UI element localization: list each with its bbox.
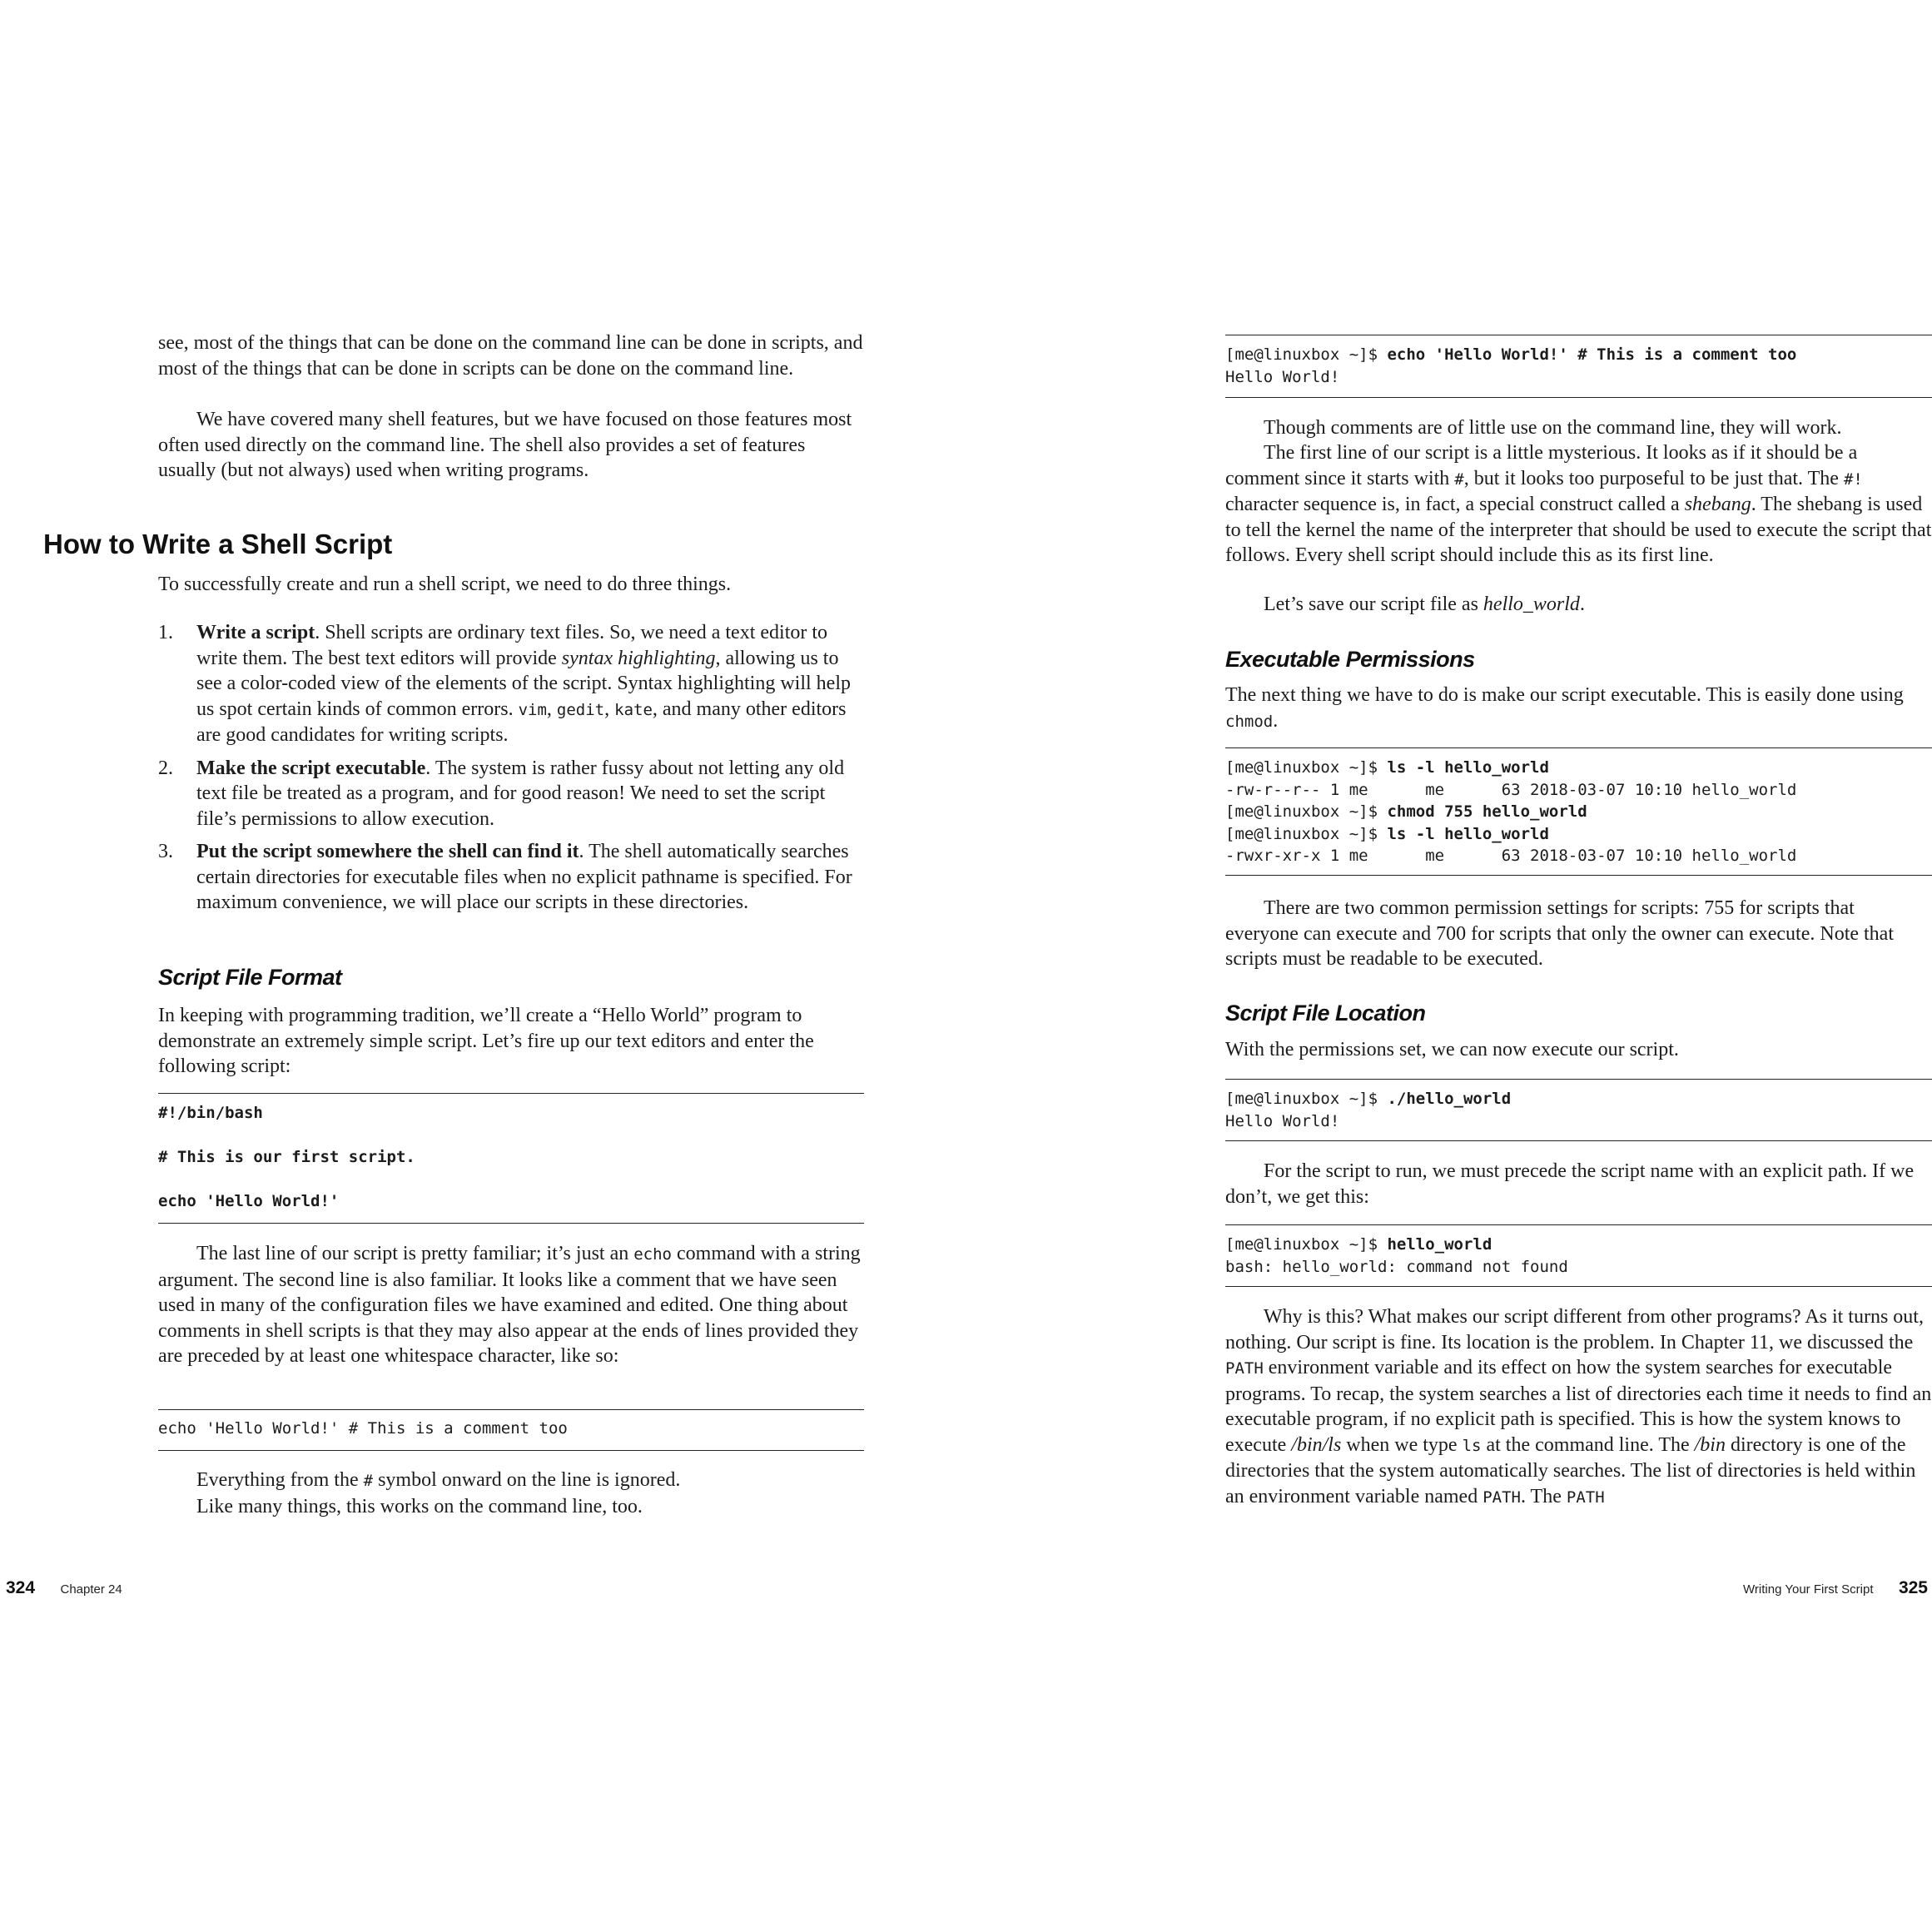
why-paragraph: Why is this? What makes our script different from other programs? As it turns out, nothing. Our script is fine. Its location is the problem. In Chapter 11, we discussed the PATH environment variable and its effect on how the system searches for executable programs. To recap, the system searches a list of directories each time it needs to find an executable program, if no explicit path is specified. This is how the system knows to execute /bin/ls when we type ls at the command line. The /bin directory is one of the directories that the system automatically searches. The list of directories is held within an environment variable named PATH. The PATH [1225, 1306, 1932, 1507]
code-line: echo 'Hello World!' # This is a comment too [158, 1419, 568, 1438]
script-code-block [158, 1093, 864, 1224]
right-folio [1743, 1578, 1928, 1598]
subheading-script-file-location: Script File Location [1225, 1001, 1426, 1026]
save-paragraph: Let’s save our script file as hello_world. [1264, 594, 1585, 615]
run-script-code-block [1225, 1079, 1932, 1141]
everything-paragraph: Everything from the # symbol onward on the line is ignored. Like many things, this works on the command line, too. [196, 1469, 681, 1517]
left-folio [6, 1578, 122, 1598]
running-head: Writing Your First Script [1743, 1582, 1874, 1597]
code-line: [me@linuxbox ~]$ chmod 755 hello_world [1225, 802, 1587, 821]
steps-list [158, 620, 866, 923]
code-line: -rwxr-xr-x 1 me me 63 2018-03-07 10:10 hello_world [1225, 847, 1797, 865]
code-line: [me@linuxbox ~]$ hello_world [1225, 1235, 1492, 1254]
last-line-paragraph: The last line of our script is pretty familiar; it’s just an echo command with a string argument. The second line is also familiar. It looks like a comment that we have seen used in many of the configuration files we have examined and edited. One thing about comments in shell scripts is that they may also appear at the ends of lines provided they are preceded by at least one whitespace character, like so: [158, 1243, 861, 1367]
code-line: [me@linuxbox ~]$ ./hello_world [1225, 1090, 1512, 1108]
subheading-executable-permissions: Executable Permissions [1225, 647, 1475, 672]
script-format-paragraph: In keeping with programming tradition, we’ll create a “Hello World” program to demonstrate an extremely simple script. Let’s fire up our text editors and enter the following script: [158, 1005, 814, 1077]
though-paragraph: Though comments are of little use on the command line, they will work. [1264, 417, 1842, 439]
code-line [158, 1169, 864, 1191]
precede-paragraph: For the script to run, we must precede the script name with an explicit path. If we don’t, we get this: [1225, 1160, 1915, 1208]
step-title: Write a script [196, 622, 315, 643]
permission-settings-paragraph: There are two common permission settings for scripts: 755 for scripts that everyone can execute and 700 for scripts that only the owner can execute. Note that scripts must be readable to be executed. [1225, 897, 1895, 970]
location-paragraph: With the permissions set, we can now execute our script. [1225, 1039, 1679, 1060]
code-line: bash: hello_world: command not found [1225, 1257, 1568, 1276]
first-line-paragraph: The first line of our script is a little mysterious. It looks as if it should be a comment since it starts with #, but it looks too purposeful to be just that. The #! character sequence is, in fact, a special construct called a shebang. The shebang is used to tell the kernel the name of the interpreter that should be used to execute the script that follows. Every shell script should include this as its first line. [1225, 442, 1932, 566]
code-line: -rw-r--r-- 1 me me 63 2018-03-07 10:10 hello_world [1225, 780, 1797, 799]
intro-paragraph-continued: see, most of the things that can be done on the command line can be done in scripts, and most of the things that can be done in scripts can be done on the command line. [158, 332, 863, 380]
not-found-code-block [1225, 1224, 1932, 1287]
list-item: 3. Put the script somewhere the shell can find it. The shell automatically searches certain directories for executable files when no explicit pathname is specified. For maximum convenience, we will place our scripts in these directories. [158, 841, 852, 913]
section-intro: To successfully create and run a shell script, we need to do three things. [158, 574, 732, 595]
code-line: [me@linuxbox ~]$ echo 'Hello World!' # This is a comment too [1225, 345, 1797, 364]
code-line: echo 'Hello World!' [158, 1192, 340, 1210]
code-line: [me@linuxbox ~]$ ls -l hello_world [1225, 758, 1549, 777]
page-number: 324 [6, 1578, 36, 1597]
step-number: 2. [158, 757, 173, 779]
section-heading: How to Write a Shell Script [43, 529, 393, 559]
chmod-code-block [1225, 747, 1932, 876]
step-number: 3. [158, 841, 173, 862]
list-item: 1. Write a script. Shell scripts are ordinary text files. So, we need a text editor to write them. The best text editors will provide syntax highlighting, allowing us to see a color-coded view of the elements of the script. Syntax highlighting will help us spot certain kinds of common errors. vim, gedit, kate, and many other editors are good candidates for writing scripts. [158, 622, 851, 746]
code-line: Hello World! [1225, 1111, 1340, 1130]
running-head: Chapter 24 [60, 1582, 122, 1597]
code-line: Hello World! [1225, 367, 1340, 386]
step-number: 1. [158, 622, 173, 643]
permissions-paragraph: The next thing we have to do is make our script executable. This is easily done using chmod. [1225, 684, 1904, 732]
subheading-script-file-format: Script File Format [158, 965, 342, 990]
code-line: [me@linuxbox ~]$ ls -l hello_world [1225, 824, 1549, 843]
right-page [966, 0, 1932, 1932]
code-line: # This is our first script. [158, 1148, 415, 1166]
step-title: Make the script executable [196, 757, 426, 779]
list-item: 2. Make the script executable. The system is rather fussy about not letting any old text file be treated as a program, and for good reason! We need to set the script file’s permissions to allow execution. [158, 757, 845, 830]
intro-paragraph: We have covered many shell features, but we have focused on those features most often used directly on the command line. The shell also provides a set of features usually (but not always) used when writing programs. [158, 409, 852, 481]
page-number: 325 [1898, 1578, 1928, 1597]
code-line [158, 1125, 864, 1147]
step-title: Put the script somewhere the shell can find it [196, 841, 579, 862]
code-line: #!/bin/bash [158, 1104, 263, 1122]
comment-code-block [158, 1409, 864, 1451]
comment-command-code-block [1225, 335, 1932, 398]
